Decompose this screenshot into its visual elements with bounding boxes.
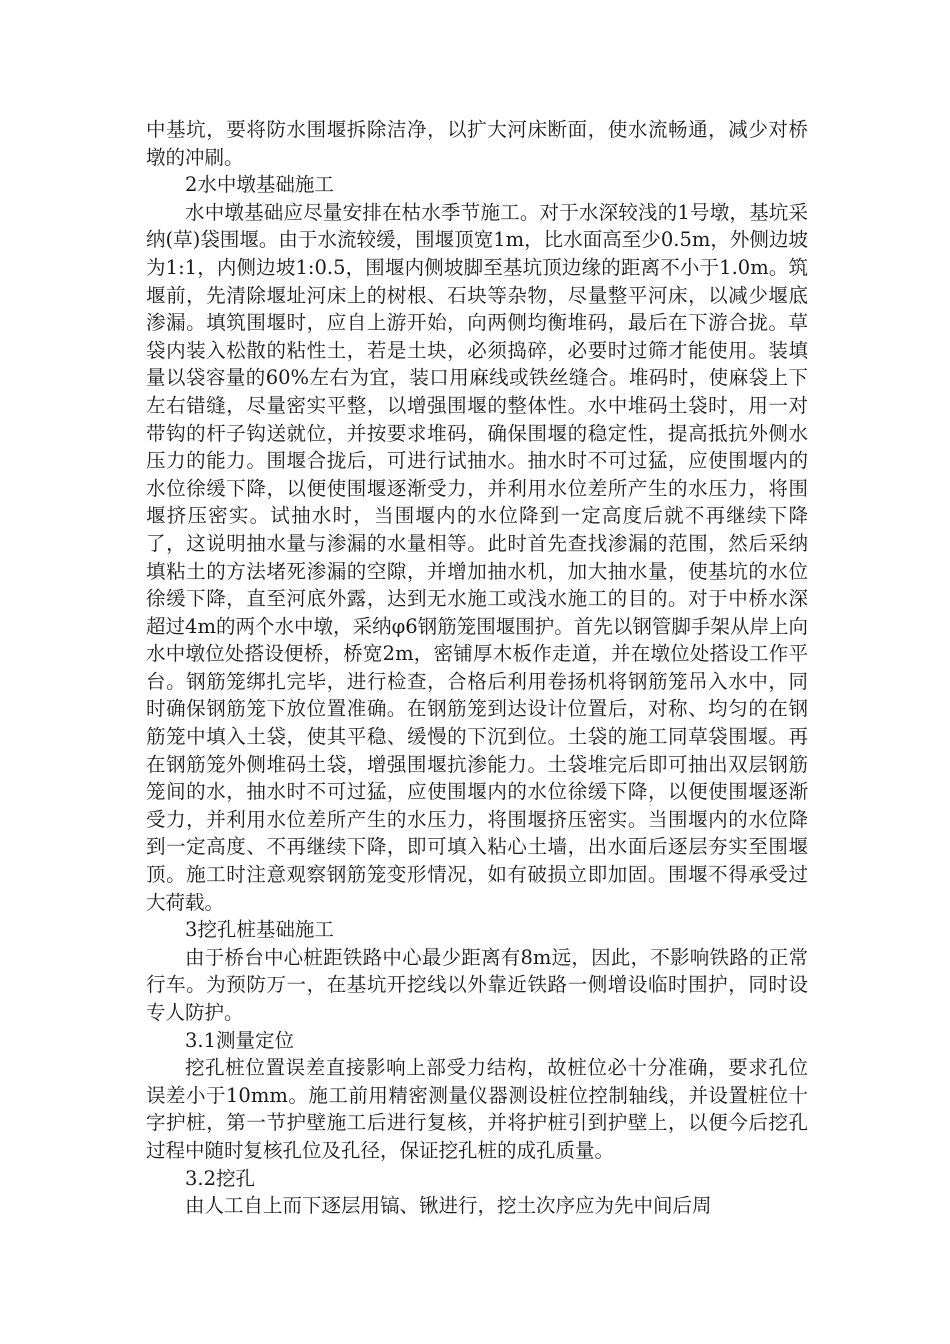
paragraph-continued: 中基坑，要将防水围堰拆除洁净，以扩大河床断面，使水流畅通，减少对桥墩的冲刷。 [146, 118, 808, 169]
section-heading-3-2: 3.2挖孔 [185, 1166, 256, 1190]
paragraph-cofferdam: 水中墩基础应尽量安排在枯水季节施工。对于水深较浅的1号墩，基坑采纳(草)袋围堰。由于水流较缓，围堰顶宽1m，比水面高至少0.5m，外侧边坡为1:1，内侧边坡1:0.5，围堰内侧坡脚至基坑顶边缘的距离不小于1.0m。筑堰前，先清除堰址河床上的树根、石块等杂物，尽量整平河床，以减少堰底渗漏。填筑围堰时，应自上游开始，向两侧均衡堆码，最后在下游合拢。草袋内装入松散的粘性土，若是土块，必须捣碎，必要时过筛才能使用。装填量以袋容量的60%左右为宜，装口用麻线或铁丝缝合。堆码时，使麻袋上下左右错缝，尽量密实平整，以增强围堰的整体性。水中堆码土袋时，用一对带钩的杆子钩送就位，并按要求堆码，确保围堰的稳定性，提高抵抗外侧水压力的能力。围堰合拢后，可进行试抽水。抽水时不可过猛，应使围堰内的水位徐缓下降，以便使围堰逐渐受力，并利用水位差所产生的水压力，将围堰挤压密实。试抽水时，当围堰内的水位降到一定高度后就不再继续下降了，这说明抽水量与渗漏的水量相等。此时首先查找渗漏的范围，然后采纳填粘土的方法堵死渗漏的空隙，并增加抽水机，加大抽水量，使基坑的水位徐缓下降，直至河底外露，达到无水施工或浅水施工的目的。对于中桥水深超过4m的两个水中墩，采纳φ6钢筋笼围堰围护。首先以钢管脚手架从岸上向水中墩位处搭设便桥，桥宽2m，密铺厚木板作走道，并在墩位处搭设工作平台。钢筋笼绑扎完毕，进行检查，合格后利用卷扬机将钢筋笼吊入水中，同时确保钢筋笼下放位置准确。在钢筋笼到达设计位置后，对称、均匀的在钢筋笼中填入土袋，使其平稳、缓慢的下沉到位。土袋的施工同草袋围堰。再在钢筋笼外侧堆码土袋，增强围堰抗渗能力。土袋堆完后即可抽出双层钢筋笼间的水，抽水时不可过猛，应使围堰内的水位徐缓下降，以便使围堰逐渐受力，并利用水位差所产生的水压力，将围堰挤压密实。当围堰内的水位降到一定高度、不再继续下降，即可填入粘心土墙，出水面后逐层夯实至围堰顶。施工时注意观察钢筋笼变形情况，如有破损立即加固。围堰不得承受过大荷载。 [146, 200, 808, 914]
section-heading-3: 3挖孔桩基础施工 [185, 918, 334, 942]
paragraph-survey: 挖孔桩位置误差直接影响上部受力结构，故桩位必十分准确，要求孔位误差小于10mm。施工前用精密测量仪器测设桩位控制轴线，并设置桩位十字护桩，第一节护壁施工后进行复核，并将护桩引到护壁上，以便今后挖孔过程中随时复核孔位及孔径，保证挖孔桩的成孔质量。 [146, 1056, 808, 1162]
paragraph-excavation: 由人工自上而下逐层用镐、锹进行，挖土次序应为先中间后周 [185, 1194, 712, 1218]
section-heading-2: 2水中墩基础施工 [185, 173, 334, 197]
paragraph-railway-safety: 由于桥台中心桩距铁路中心最少距离有8m远，因此，不影响铁路的正常行车。为预防万一，在基坑开挖线以外靠近铁路一侧增设临时围护，同时设专人防护。 [146, 945, 808, 1024]
document-body [146, 116, 808, 1220]
section-heading-3-1: 3.1测量定位 [185, 1028, 295, 1052]
